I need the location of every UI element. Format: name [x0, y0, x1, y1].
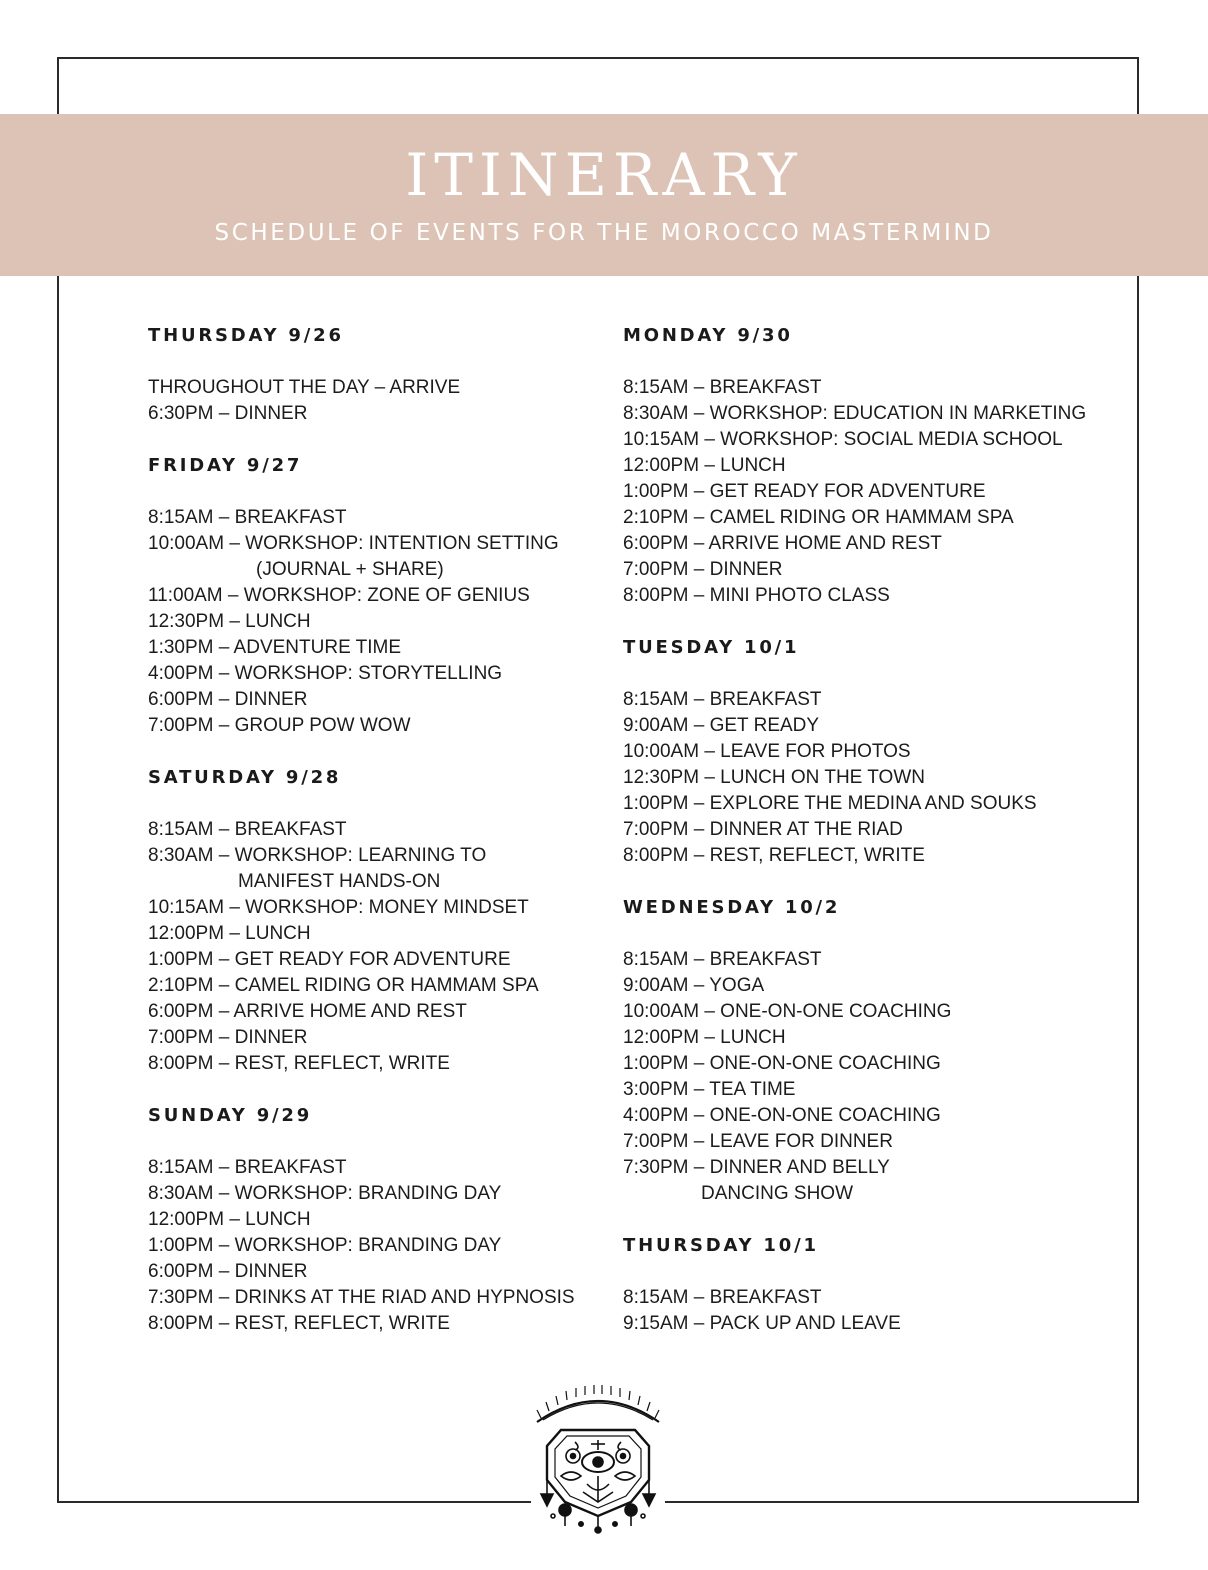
day-monday-9-30 [623, 323, 1123, 609]
day-title: SATURDAY 9/28 [148, 767, 342, 788]
day-thursday-10-1 [623, 1233, 1123, 1337]
event-item: 8:00PM – REST, REFLECT, WRITE [148, 1313, 450, 1334]
event-item: 1:00PM – ONE-ON-ONE COACHING [623, 1053, 941, 1074]
day-friday-9-27 [148, 453, 593, 739]
day-tuesday-10-1 [623, 635, 1123, 869]
event-item: 1:00PM – GET READY FOR ADVENTURE [148, 949, 511, 970]
event-item: 7:00PM – DINNER AT THE RIAD [623, 819, 903, 840]
day-thursday-9-26 [148, 323, 593, 427]
event-item [148, 843, 593, 895]
day-title: FRIDAY 9/27 [148, 455, 303, 476]
day-title: TUESDAY 10/1 [623, 637, 800, 658]
event-item [148, 531, 593, 583]
event-list [623, 1285, 1123, 1337]
event-text-continued: (JOURNAL + SHARE) [256, 559, 444, 580]
event-item: 8:15AM – BREAKFAST [148, 819, 347, 840]
event-item: 12:00PM – LUNCH [623, 1027, 786, 1048]
event-item: 8:30AM – WORKSHOP: BRANDING DAY [148, 1183, 502, 1204]
page-title: ITINERARY [405, 141, 803, 209]
event-item: 7:00PM – GROUP POW WOW [148, 715, 411, 736]
event-item: 8:15AM – BREAKFAST [623, 949, 822, 970]
event-item: 4:00PM – ONE-ON-ONE COACHING [623, 1105, 941, 1126]
event-item: 1:30PM – ADVENTURE TIME [148, 637, 402, 658]
event-list [148, 817, 593, 1077]
event-item: 12:00PM – LUNCH [623, 455, 786, 476]
day-sunday-9-29 [148, 1103, 593, 1337]
event-item: 7:00PM – DINNER [623, 559, 783, 580]
event-item: 9:15AM – PACK UP AND LEAVE [623, 1313, 901, 1334]
event-item: 8:30AM – WORKSHOP: EDUCATION IN MARKETING [623, 403, 1087, 424]
event-text-continued: MANIFEST HANDS-ON [238, 871, 441, 892]
event-item: 12:00PM – LUNCH [148, 923, 311, 944]
day-wednesday-10-2 [623, 895, 1123, 1207]
day-title: WEDNESDAY 10/2 [623, 897, 841, 918]
event-item: 6:00PM – DINNER [148, 689, 308, 710]
event-list [148, 1155, 593, 1337]
schedule-column-left [148, 323, 593, 1363]
ornamental-hamsa-emblem-icon [531, 1384, 665, 1536]
day-title: THURSDAY 10/1 [623, 1235, 819, 1256]
event-item: 9:00AM – YOGA [623, 975, 765, 996]
page-subtitle: SCHEDULE OF EVENTS FOR THE MOROCCO MASTERMIND [214, 219, 994, 246]
event-item: 8:15AM – BREAKFAST [148, 1157, 347, 1178]
event-item [623, 1155, 1123, 1207]
event-item: 2:10PM – CAMEL RIDING OR HAMMAM SPA [148, 975, 539, 996]
event-item: 12:30PM – LUNCH [148, 611, 311, 632]
event-item: 1:00PM – EXPLORE THE MEDINA AND SOUKS [623, 793, 1037, 814]
event-item: 6:00PM – DINNER [148, 1261, 308, 1282]
event-list [623, 375, 1123, 609]
event-item: 1:00PM – GET READY FOR ADVENTURE [623, 481, 986, 502]
event-item: 8:15AM – BREAKFAST [623, 377, 822, 398]
event-item: 10:15AM – WORKSHOP: SOCIAL MEDIA SCHOOL [623, 429, 1063, 450]
event-item: 6:00PM – ARRIVE HOME AND REST [148, 1001, 467, 1022]
event-item: 3:00PM – TEA TIME [623, 1079, 796, 1100]
event-list [148, 505, 593, 739]
event-item: 7:00PM – LEAVE FOR DINNER [623, 1131, 893, 1152]
event-item: 8:00PM – REST, REFLECT, WRITE [623, 845, 925, 866]
day-saturday-9-28 [148, 765, 593, 1077]
event-item: 8:15AM – BREAKFAST [623, 1287, 822, 1308]
event-item: THROUGHOUT THE DAY – ARRIVE [148, 377, 461, 398]
event-item: 10:00AM – ONE-ON-ONE COACHING [623, 1001, 952, 1022]
header-banner [0, 114, 1208, 276]
event-item: 6:00PM – ARRIVE HOME AND REST [623, 533, 942, 554]
event-item: 11:00AM – WORKSHOP: ZONE OF GENIUS [148, 585, 530, 606]
event-text: 7:30PM – DINNER AND BELLY [623, 1157, 890, 1178]
event-item: 8:15AM – BREAKFAST [148, 507, 347, 528]
event-text: 8:30AM – WORKSHOP: LEARNING TO [148, 845, 487, 866]
event-list [623, 947, 1123, 1207]
event-item: 4:00PM – WORKSHOP: STORYTELLING [148, 663, 503, 684]
schedule-column-right [623, 323, 1123, 1363]
event-item: 6:30PM – DINNER [148, 403, 308, 424]
event-list [148, 375, 593, 427]
event-item: 2:10PM – CAMEL RIDING OR HAMMAM SPA [623, 507, 1014, 528]
event-item: 1:00PM – WORKSHOP: BRANDING DAY [148, 1235, 502, 1256]
event-item: 10:00AM – LEAVE FOR PHOTOS [623, 741, 911, 762]
day-title: MONDAY 9/30 [623, 325, 793, 346]
event-item: 7:30PM – DRINKS AT THE RIAD AND HYPNOSIS [148, 1287, 575, 1308]
day-title: SUNDAY 9/29 [148, 1105, 313, 1126]
event-item: 12:30PM – LUNCH ON THE TOWN [623, 767, 925, 788]
day-title: THURSDAY 9/26 [148, 325, 344, 346]
event-text-continued: DANCING SHOW [701, 1183, 853, 1204]
event-item: 10:15AM – WORKSHOP: MONEY MINDSET [148, 897, 529, 918]
event-text: 10:00AM – WORKSHOP: INTENTION SETTING [148, 533, 559, 554]
event-item: 7:00PM – DINNER [148, 1027, 308, 1048]
event-item: 9:00AM – GET READY [623, 715, 820, 736]
event-item: 8:00PM – REST, REFLECT, WRITE [148, 1053, 450, 1074]
event-list [623, 687, 1123, 869]
event-item: 12:00PM – LUNCH [148, 1209, 311, 1230]
event-item: 8:00PM – MINI PHOTO CLASS [623, 585, 890, 606]
event-item: 8:15AM – BREAKFAST [623, 689, 822, 710]
